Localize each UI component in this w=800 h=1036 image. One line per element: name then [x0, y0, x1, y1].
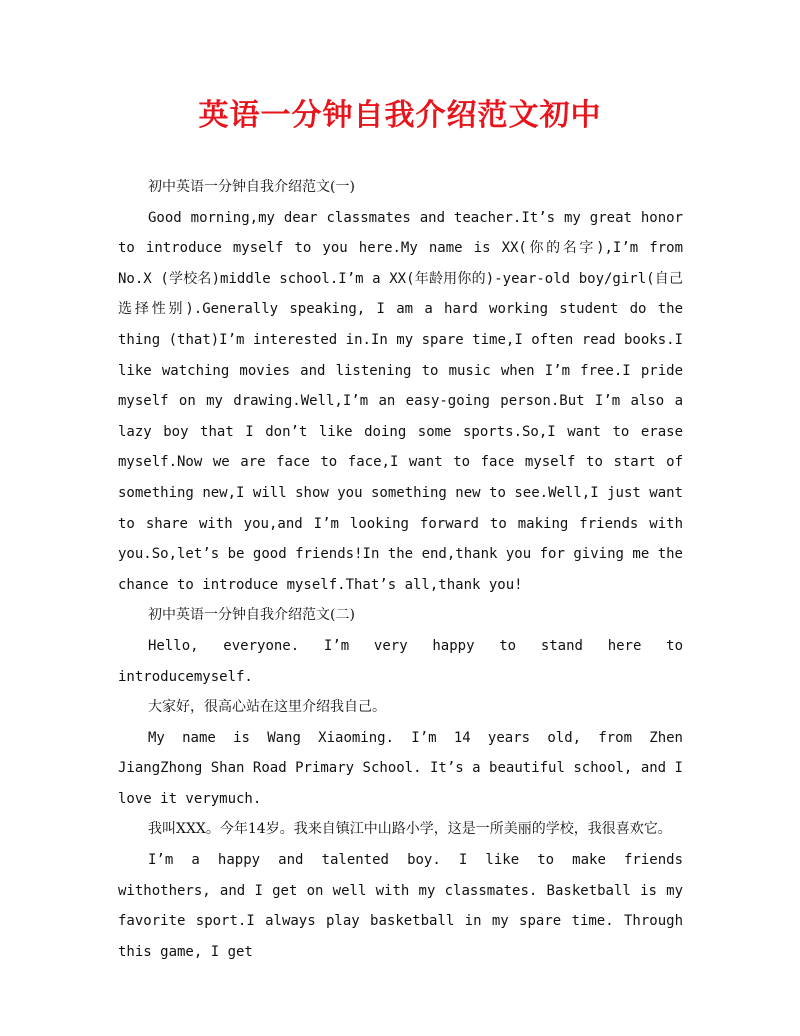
paragraph-name-en: My name is Wang Xiaoming. I’m 14 years old, from Zhen JiangZhong Shan Road Primary School. It’s a beautiful school, and I love it verymuch. — [118, 729, 683, 807]
paragraph-greeting-en: Hello, everyone. I’m very happy to stand here to introducemyself. — [118, 637, 683, 685]
document-title: 英语一分钟自我介绍范文初中 — [198, 98, 602, 133]
paragraph-personality-en: I’m a happy and talented boy. I like to make friends withothers, and I get on well with my classmates. Basketball is my favorite sport.I always play basketball in my spare time. Through this game, I get — [118, 852, 683, 960]
paragraph-name-cn: 我叫XXX。今年14岁。我来自镇江中山路小学，这是一所美丽的学校，我很喜欢它。 — [148, 821, 672, 838]
paragraph-sample-1: Good morning,my dear classmates and teacher.It’s my great honor to introduce myself to you here.My name is XX(你的名字),I’m from No.X (学校名)middle school.I’m a XX(年龄用你的)-year-old boy/girl(自己选择性别).Generally speaking, I am a hard working student do the thing (that)I’m interested in.In my spare time,I often read books.I like watching movies and listening to music when I’m free.I pride myself on my drawing.Well,I’m an easy-going person.But I’m also a lazy boy that I don’t like doing some sports.So,I want to erase myself.Now we are face to face,I want to face myself to start of something new,I will show you something new to see.Well,I just want to share with you,and I’m looking forward to making friends with you.So,let’s be good friends!In the end,thank you for giving me the chance to introduce myself.That’s all,thank you! — [118, 209, 683, 593]
document-body — [118, 172, 683, 967]
paragraph-greeting-cn: 大家好，很高心站在这里介绍我自己。 — [148, 699, 386, 716]
section-heading-1: 初中英语一分钟自我介绍范文(一) — [148, 179, 355, 195]
section-heading-2: 初中英语一分钟自我介绍范文(二) — [148, 607, 355, 624]
